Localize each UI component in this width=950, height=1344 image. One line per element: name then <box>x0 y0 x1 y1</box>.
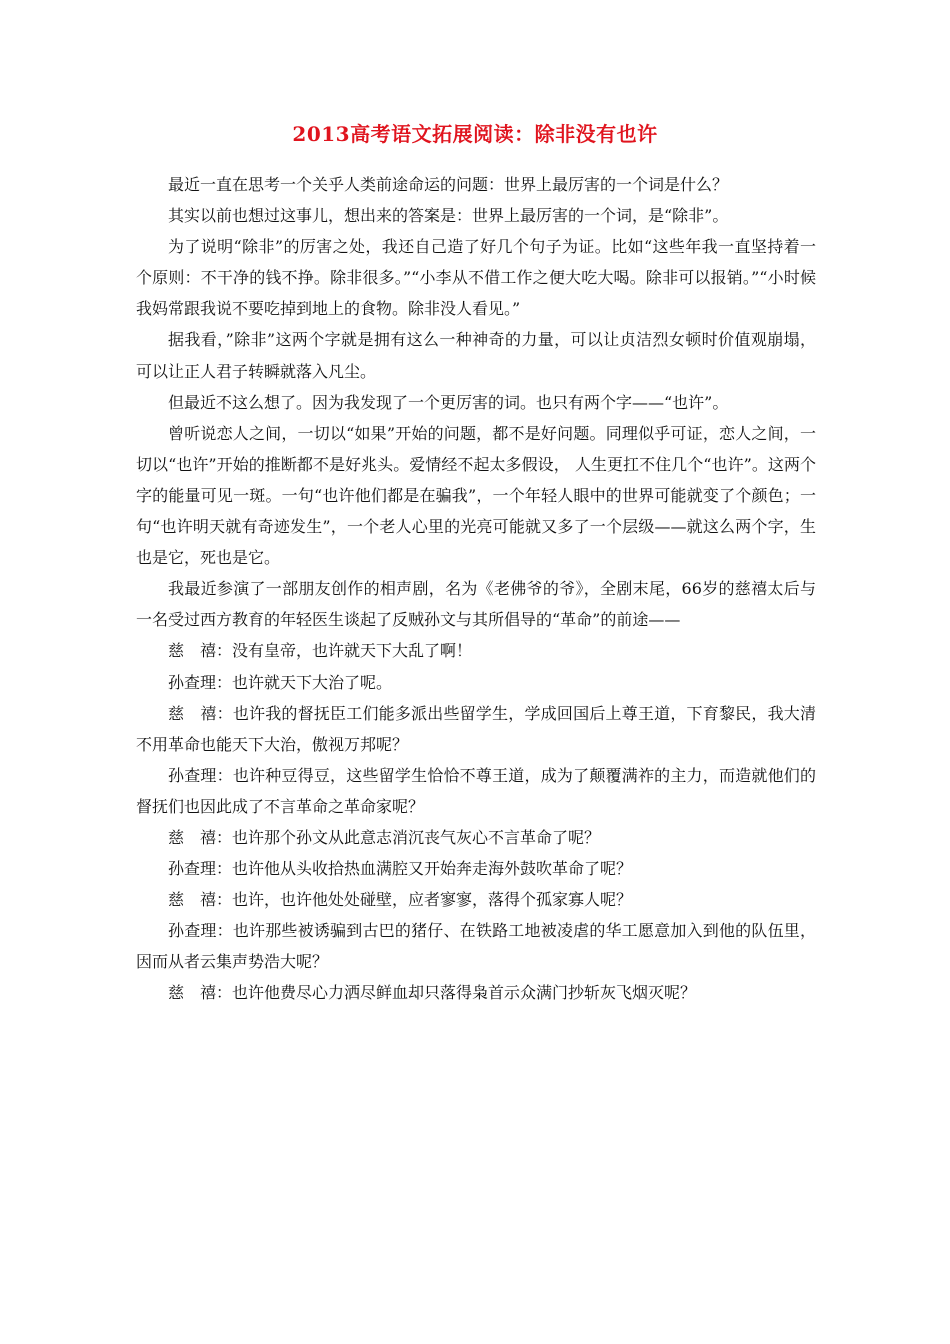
dialogue-line: 慈 禧：也许他费尽心力洒尽鲜血却只落得枭首示众满门抄斩灰飞烟灭呢？ <box>168 983 697 1003</box>
dialogue-line: 慈 禧：也许我的督抚臣工们能多派出些留学生，学成回国后上尊王道，下育黎民，我大清不用革命也能天下大治，傲视万邦呢？ <box>136 703 816 754</box>
paragraph: 其实以前也想过这事儿，想出来的答案是：世界上最厉害的一个词，是“除非”。 <box>168 206 729 226</box>
dialogue-line: 慈 禧：也许，也许他处处碰壁，应者寥寥，落得个孤家寡人呢？ <box>168 890 633 910</box>
dialogue-line: 孙查理：也许他从头收拾热血满腔又开始奔走海外鼓吹革命了呢？ <box>168 859 633 879</box>
paragraph: 为了说明“除非”的厉害之处，我还自己造了好几个句子为证。比如“这些年我一直坚持着一个原则：不干净的钱不挣。除非很多。”“小李从不借工作之便大吃大喝。除非可以报销。”“小时候我妈常跟我说不要吃掉到地上的食物。除非没人看见。” <box>136 237 816 319</box>
paragraph: 最近一直在思考一个关乎人类前途命运的问题：世界上最厉害的一个词是什么？ <box>168 175 729 194</box>
paragraph: 我最近参演了一部朋友创作的相声剧，名为《老佛爷的爷》，全剧末尾，66岁的慈禧太后与一名受过西方教育的年轻医生谈起了反贼孙文与其所倡导的“革命”的前途—— <box>136 579 816 630</box>
dialogue-line: 孙查理：也许种豆得豆，这些留学生恰恰不尊王道，成为了颠覆满祚的主力，而造就他们的督抚们也因此成了不言革命之革命家呢？ <box>136 765 816 816</box>
paragraph: 但最近不这么想了。因为我发现了一个更厉害的词。也只有两个字——“也许”。 <box>168 392 729 412</box>
dialogue-line: 孙查理：也许就天下大治了呢。 <box>168 672 393 692</box>
dialogue-line: 孙查理：也许那些被诱骗到古巴的猪仔、在铁路工地被凌虐的华工愿意加入到他的队伍里，因而从者云集声势浩大呢？ <box>136 921 816 972</box>
document-body <box>136 169 816 1009</box>
document-title: 2013高考语文拓展阅读：除非没有也许 <box>292 122 658 146</box>
dialogue-line: 慈 禧：也许那个孙文从此意志消沉丧气灰心不言革命了呢？ <box>168 827 601 847</box>
paragraph: 曾听说恋人之间，一切以“如果”开始的问题，都不是好问题。同理似乎可证，恋人之间，一切以“也许”开始的推断都不是好兆头。爱情经不起太多假设， 人生更扛不住几个“也许”。这两个字的能量可见一斑。一句“也许他们都是在骗我”，一个年轻人眼中的世界可能就变了个颜色；一句“也许明天就有奇迹发生”，一个老人心里的光亮可能就又多了一个层级——就这么两个字，生也是它，死也是它。 <box>136 423 816 568</box>
paragraph: 据我看，”除非”这两个字就是拥有这么一种神奇的力量，可以让贞洁烈女顿时价值观崩塌，可以让正人君子转瞬就落入凡尘。 <box>136 330 816 381</box>
dialogue-line: 慈 禧：没有皇帝，也许就天下大乱了啊！ <box>168 641 473 661</box>
